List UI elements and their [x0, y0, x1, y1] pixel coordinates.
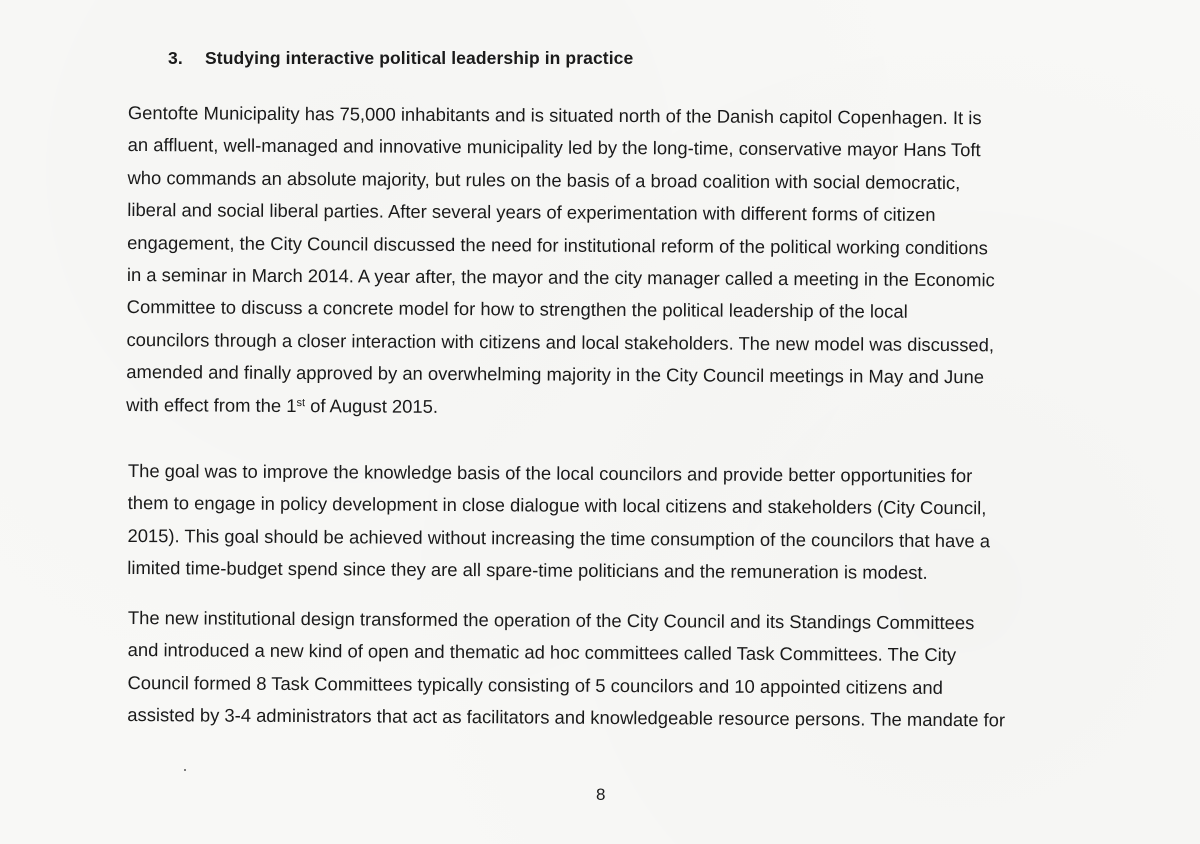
paragraph-3: [127, 602, 1118, 738]
paragraph-line-last: [126, 389, 1116, 427]
paragraph-line: Gentofte Municipality has 75,000 inhabitants and is situated north of the Danish capitol Copenhagen. It is: [127, 101, 982, 129]
ordinal-suffix: st: [296, 396, 306, 409]
paragraph-line: councilors through a closer interaction with citizens and local stakeholders. The new model was discussed,: [126, 328, 995, 356]
section-heading: [168, 48, 633, 69]
paragraph-2: [127, 455, 1118, 591]
paragraph-line: an affluent, well-managed and innovative municipality led by the long-time, conservative mayor Hans Toft: [127, 134, 981, 161]
paragraph-line: in a seminar in March 2014. A year after, the mayor and the city manager called a meeting in the Economic: [126, 264, 995, 291]
paragraph-line: amended and finally approved by an overwhelming majority in the City Council meetings in May and June: [126, 361, 985, 388]
paragraph-line: The goal was to improve the knowledge basis of the local councilors and provide better opportunities for: [127, 459, 973, 487]
paragraph-line: liberal and social liberal parties. After several years of experimentation with different forms of citizen: [127, 199, 936, 226]
paragraph-1: [126, 97, 1118, 427]
page-number: 8: [596, 785, 606, 804]
paragraph-line: engagement, the City Council discussed the need for institutional reform of the political working conditions: [127, 231, 988, 258]
paragraph-line: who commands an absolute majority, but rules on the basis of a broad coalition with social democratic,: [127, 166, 961, 193]
paragraph-line: The new institutional design transformed the operation of the City Council and its Standings Committees: [127, 606, 975, 634]
line-text: with effect from the 1: [126, 393, 297, 416]
section-number: 3.: [168, 48, 183, 68]
scan-speck: [184, 769, 186, 771]
paragraph-line: assisted by 3-4 administrators that act as facilitators and knowledgeable resource persons. The mandate for: [127, 704, 1006, 731]
paragraph-line: Committee to discuss a concrete model for how to strengthen the political leadership of the local: [126, 296, 908, 323]
paragraph-line: them to engage in policy development in close dialogue with local citizens and stakeholders (City Council,: [127, 492, 987, 519]
paragraph-line: Council formed 8 Task Committees typically consisting of 5 councilors and 10 appointed citizens and: [127, 671, 943, 698]
paragraph-line: and introduced a new kind of open and thematic ad hoc committees called Task Committees. The City: [127, 639, 957, 666]
line-text: of August 2015.: [304, 394, 439, 417]
section-title: Studying interactive political leadership in practice: [205, 48, 634, 68]
paragraph-line: limited time-budget spend since they are all spare-time politicians and the remuneration is modest.: [127, 557, 928, 584]
paragraph-line: 2015). This goal should be achieved without increasing the time consumption of the councilors that have a: [127, 524, 991, 552]
